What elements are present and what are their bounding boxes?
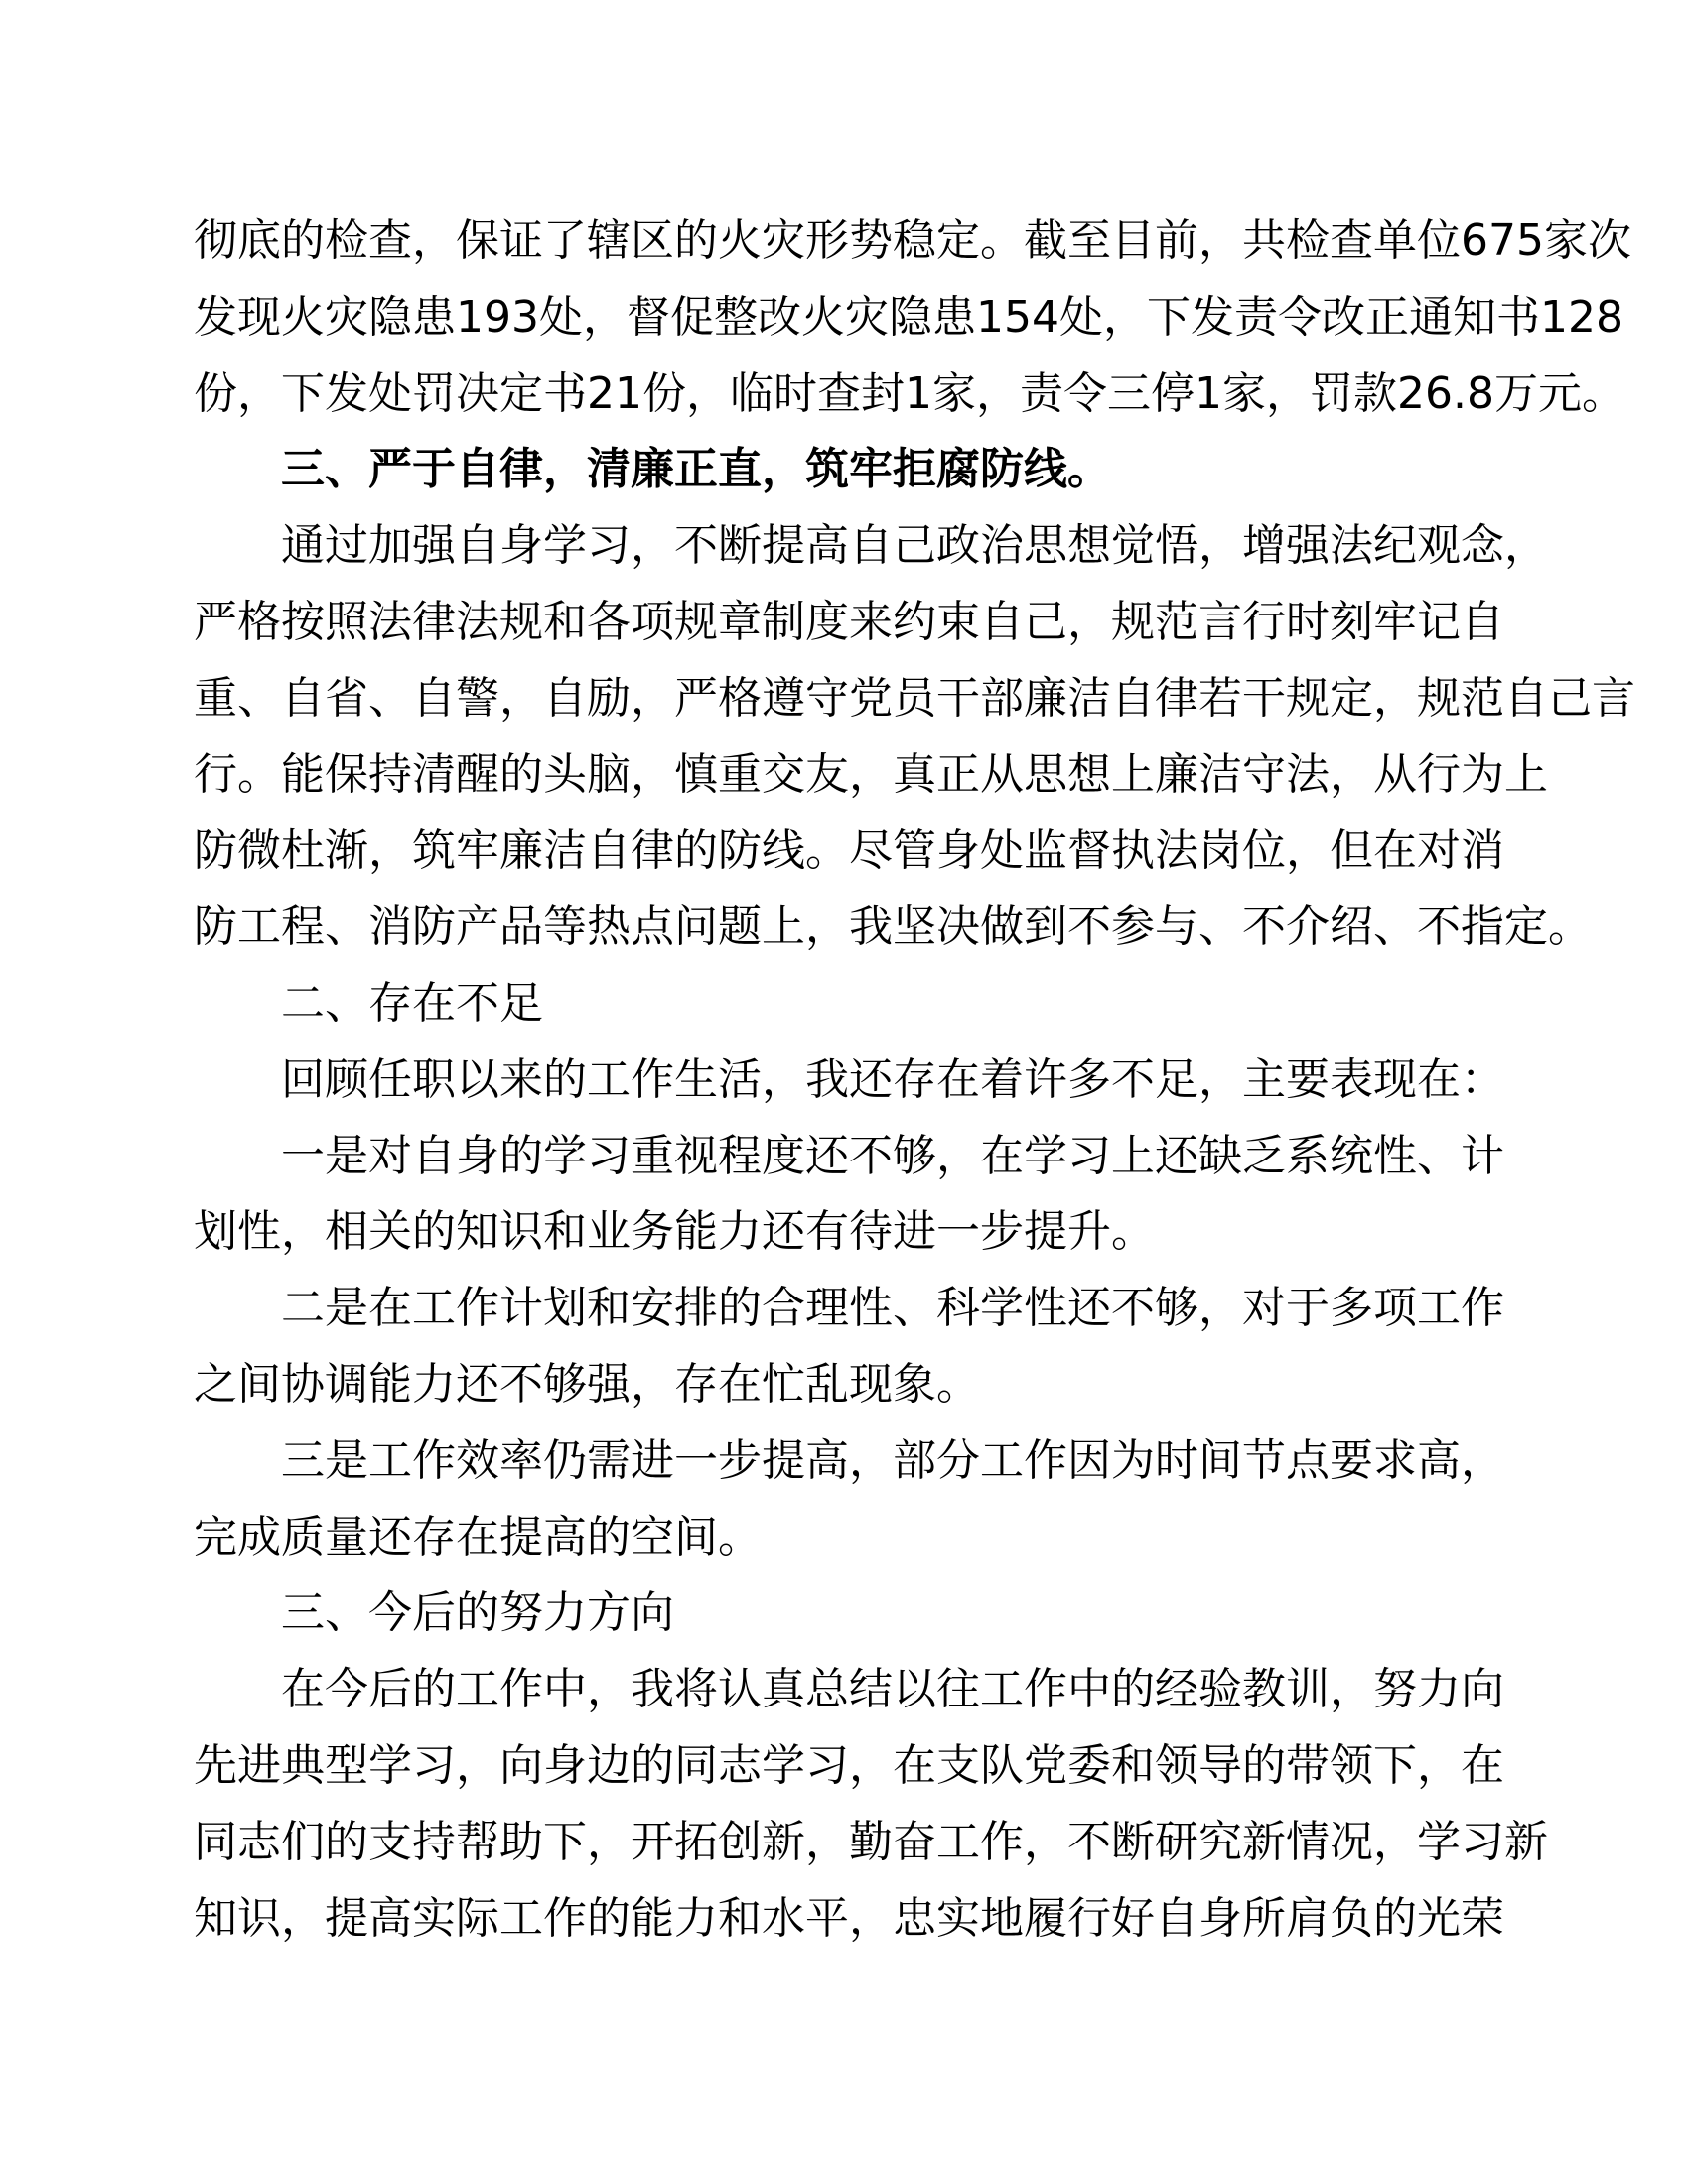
paragraph	[194, 1049, 1504, 1126]
text-line: 知识，提高实际工作的能力和水平，忠实地履行好自身所肩负的光荣	[194, 1892, 1504, 1944]
text-line: 行。能保持清醒的头脑，慎重交友，真正从思想上廉洁守法，从行为上	[194, 749, 1548, 800]
text-line: 通过加强自身学习，不断提高自己政治思想觉悟，增强法纪观念，	[281, 520, 1548, 572]
text-line: 三是工作效率仍需进一步提高，部分工作因为时间节点要求高，	[281, 1434, 1504, 1486]
document-page	[194, 210, 1635, 1964]
section-heading	[194, 439, 1484, 515]
text-line: 完成质量还存在提高的空间。	[194, 1511, 762, 1563]
text-line: 二是在工作计划和安排的合理性、科学性还不够，对于多项工作	[281, 1283, 1504, 1334]
text-line: 一是对自身的学习重视程度还不够，在学习上还缺乏系统性、计	[281, 1130, 1504, 1181]
text-line: 彻底的检查，保证了辖区的火灾形势稳定。截至目前，共检查单位675家次	[194, 215, 1631, 266]
text-line: 同志们的支持帮助下，开拓创新，勤奋工作，不断研究新情况，学习新	[194, 1816, 1548, 1867]
paragraph	[194, 1278, 1504, 1431]
text-line: 在今后的工作中，我将认真总结以往工作中的经验教训，努力向	[281, 1664, 1504, 1715]
text-line: 防微杜渐，筑牢廉洁自律的防线。尽管身处监督执法岗位，但在对消	[194, 825, 1504, 877]
section-heading	[194, 973, 1484, 1049]
text-line: 严格按照法律法规和各项规章制度来约束自己，规范言行时刻牢记自	[194, 596, 1504, 647]
text-line: 划性，相关的知识和业务能力还有待进一步提升。	[194, 1206, 1155, 1258]
paragraph	[194, 210, 1631, 439]
text-line: 先进典型学习，向身边的同志学习，在支队党委和领导的带领下，在	[194, 1739, 1504, 1791]
text-line: 回顾任职以来的工作生活，我还存在着许多不足，主要表现在：	[281, 1053, 1504, 1105]
section-heading	[194, 1582, 1484, 1659]
text-line: 之间协调能力还不够强，存在忙乱现象。	[194, 1358, 980, 1410]
paragraph	[194, 1659, 1548, 1964]
text-line: 三、今后的努力方向	[281, 1587, 674, 1639]
text-line: 重、自省、自警，自励，严格遵守党员干部廉洁自律若干规定，规范自己言	[194, 672, 1635, 724]
paragraph	[194, 515, 1635, 973]
text-line: 份，下发处罚决定书21份，临时查封1家，责令三停1家，罚款26.8万元。	[194, 367, 1625, 419]
text-line: 防工程、消防产品等热点问题上，我坚决做到不参与、不介绍、不指定。	[194, 901, 1592, 953]
text-line: 二、存在不足	[281, 977, 543, 1028]
text-line: 发现火灾隐患193处，督促整改火灾隐患154处，下发责令改正通知书128	[194, 291, 1623, 342]
text-line: 三、严于自律，清廉正直，筑牢拒腐防线。	[281, 444, 1111, 495]
paragraph	[194, 1126, 1504, 1279]
paragraph	[194, 1431, 1504, 1583]
